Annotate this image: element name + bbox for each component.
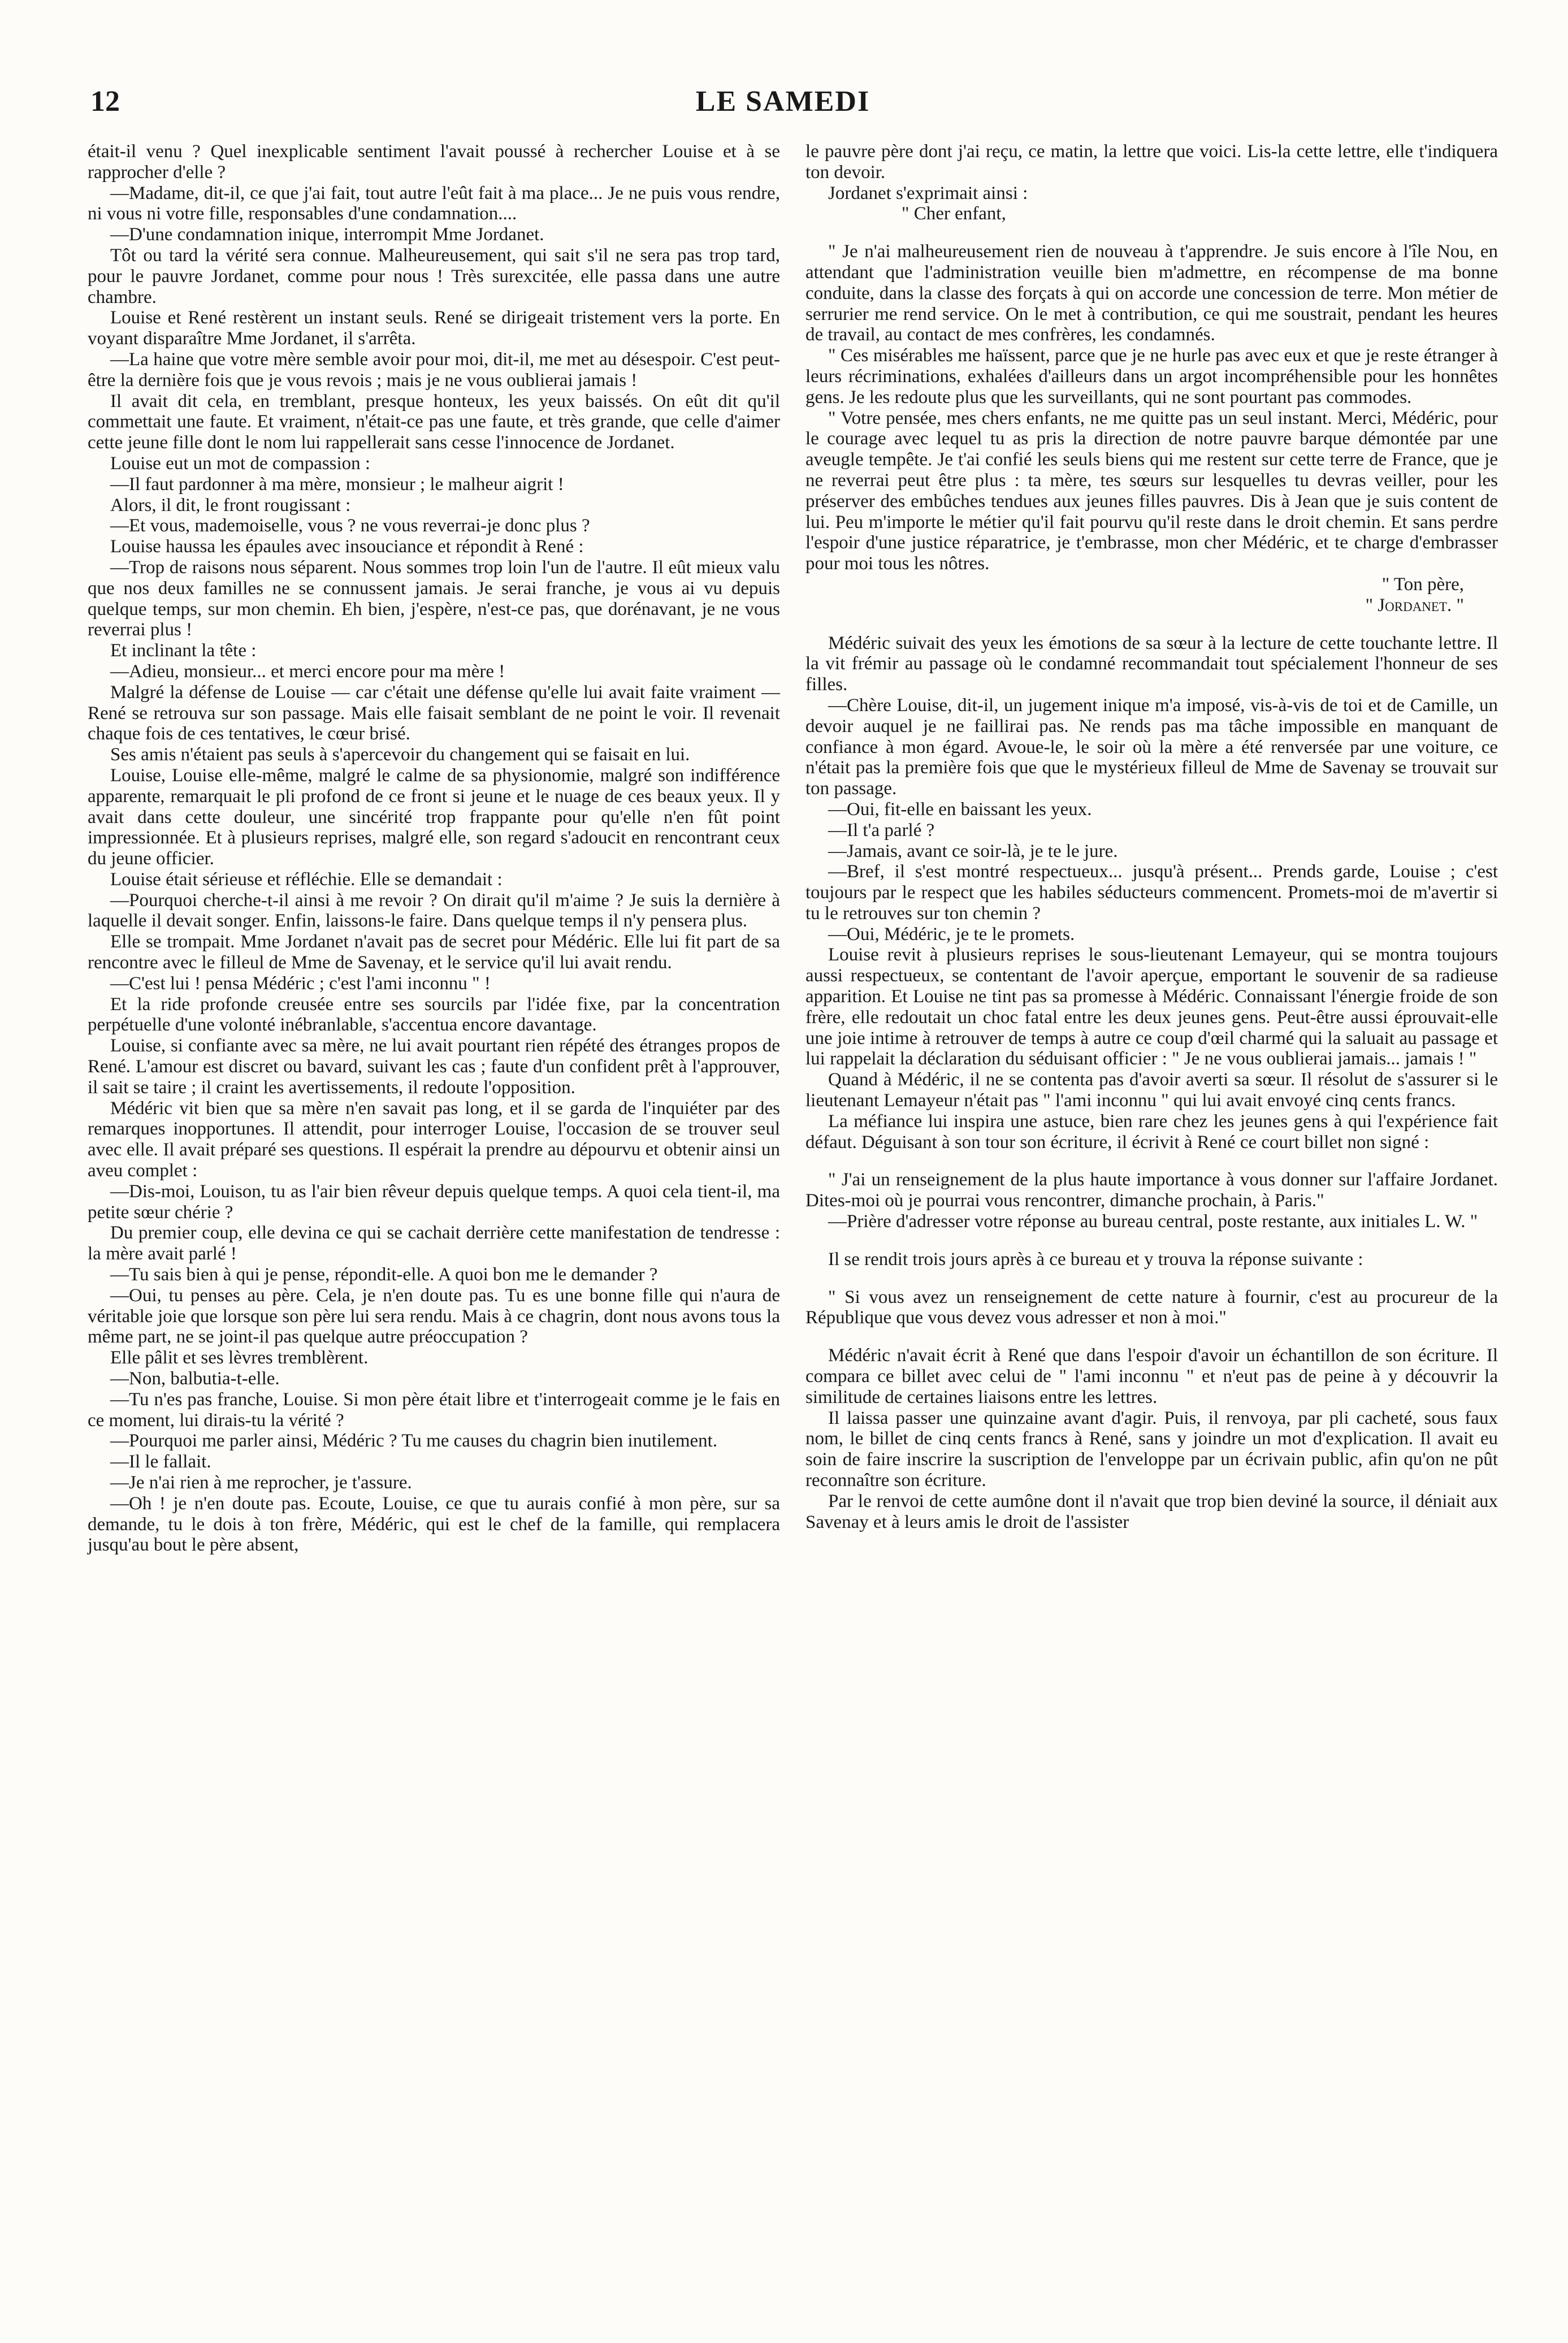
paragraph: Louise, si confiante avec sa mère, ne lui avait pourtant rien répété des étranges propos de René. L'amour est discret ou bavard, suivant les cas ; faute d'un confident prêt à l'approuver, il sait se taire ; il craint les avertissements, il redoute l'opposition. (88, 1036, 780, 1098)
paragraph: Et inclinant la tête : (110, 640, 257, 661)
paragraph: Elle pâlit et ses lèvres tremblèrent. (110, 1348, 369, 1368)
page-header (90, 85, 1475, 124)
paragraph: Louise et René restèrent un instant seuls. René se dirigeait tristement vers la porte. En voyant disparaître Mme Jordanet, il s'arrêta. (88, 308, 780, 349)
paragraph: Tôt ou tard la vérité sera connue. Malheureusement, qui sait s'il ne sera pas trop tard, pour le pauvre Jordanet, comme pour nous ! Très surexcitée, elle passa dans une autre chambre. (88, 245, 780, 308)
right-column (805, 141, 1498, 1532)
paragraph: —Oh ! je n'en doute pas. Ecoute, Louise, ce que tu aurais confié à mon père, sur sa demande, tu le dois à ton frère, Médéric, qui est le chef de la famille, qui remplacera jusqu'au bout le père absent, (88, 1493, 780, 1556)
paragraph: Et la ride profonde creusée entre ses sourcils par l'idée fixe, par la concentration perpétuelle d'une volonté inébranlable, s'accentua encore davantage. (88, 994, 780, 1036)
paragraph: Louise eut un mot de compassion : (110, 453, 371, 474)
letter-paragraph: " Ces misérables me haïssent, parce que je ne hurle pas avec eux et que je reste étranger à leurs récriminations, exhalées d'ailleurs dans un argot incompréhensible pour les honnêtes gens. Je les redoute plus que les surveillants, qui ne sont pourtant pas commodes. (805, 345, 1498, 408)
paragraph: —Trop de raisons nous séparent. Nous sommes trop loin l'un de l'autre. Il eût mieux valu que nos deux familles ne se connussent jamais. Je serai franche, je vous ai vu depuis quelque temps, sur mon chemin. Eh bien, j'espère, n'est-ce pas, que dorénavant, je ne vous reverrai plus ! (88, 557, 780, 640)
running-title: LE SAMEDI (695, 85, 870, 118)
paragraph: —Jamais, avant ce soir-là, je te le jure. (828, 841, 1118, 861)
paragraph: —Oui, tu penses au père. Cela, je n'en doute pas. Tu es une bonne fille qui n'aura de véritable joie que lorsque son père lui sera rendu. Mais à ce chagrin, dont nous avons tous la même part, ne se joint-il pas quelque autre préoccupation ? (88, 1285, 780, 1348)
quoted-note: " J'ai un renseignement de la plus haute importance à vous donner sur l'affaire Jordanet. Dites-moi où je pourrai vous rencontrer, dimanche prochain, à Paris." (805, 1170, 1498, 1211)
paragraph: Médéric n'avait écrit à René que dans l'espoir d'avoir un échantillon de son écriture. Il compara ce billet avec celui de " l'ami inconnu " et n'eut pas de peine à y découvrir la similitude de certaines liaisons entre les lettres. (805, 1345, 1498, 1407)
paragraph: était-il venu ? Quel inexplicable sentiment l'avait poussé à rechercher Louise et à se rapprocher d'elle ? (88, 141, 780, 183)
paragraph: Ses amis n'étaient pas seuls à s'apercevoir du changement qui se faisait en lui. (110, 744, 690, 765)
paragraph: —Il faut pardonner à ma mère, monsieur ; le malheur aigrit ! (110, 474, 564, 495)
paragraph: —D'une condamnation inique, interrompit Mme Jordanet. (110, 224, 544, 245)
paragraph: —Pourquoi me parler ainsi, Médéric ? Tu me causes du chagrin bien inutilement. (110, 1431, 718, 1452)
paragraph: —Je n'ai rien à me reprocher, je t'assure. (110, 1473, 412, 1493)
paragraph: —Il le fallait. (110, 1452, 211, 1473)
paragraph: Médéric suivait des yeux les émotions de sa sœur à la lecture de cette touchante lettre. Il la vit frémir au passage où le condamné recommandait tout spécialement l'honneur de ses filles. (805, 633, 1498, 695)
paragraph: —Chère Louise, dit-il, un jugement inique m'a imposé, vis-à-vis de toi et de Camille, un devoir auquel je ne faillirai pas. Ne rends pas ma tâche impossible en manquant de confiance à mon égard. Avoue-le, le soir où la mère a été renversée par une voiture, ce n'était pas la première fois que que le mystérieux filleul de Mme de Savenay se trouvait sur ton passage. (805, 695, 1498, 799)
letter-paragraph: " Je n'ai malheureusement rien de nouveau à t'apprendre. Je suis encore à l'île Nou, en attendant que l'administration veuille bien m'admettre, en récompense de ma bonne conduite, dans la classe des forçats à qui on accorde une concession de terre. Mon métier de serrurier me rend service. On le met à contribution, ce qui me soustrait, pendant les heures de travail, au contact de mes confrères, les condamnés. (805, 241, 1498, 345)
paragraph: —C'est lui ! pensa Médéric ; c'est l'ami inconnu " ! (110, 973, 491, 994)
paragraph: le pauvre père dont j'ai reçu, ce matin, la lettre que voici. Lis-la cette lettre, elle t'indiquera ton devoir. (805, 141, 1498, 183)
letter-paragraph: " Votre pensée, mes chers enfants, ne me quitte pas un seul instant. Merci, Médéric, pour le courage avec lequel tu as pris la direction de notre pauvre barque démontée par une aveugle tempête. Je t'ai confié les seuls biens qui me restent sur cette terre de France, que je ne reverrai peut être plus : ta mère, tes sœurs sur lesquelles tu devras veiller, pour les préserver des embûches tendues aux jeunes filles pauvres. Dis à Jean que je suis content de lui. Peu m'importe le métier qu'il fait pourvu qu'il reste dans le droit chemin. Et sans perdre l'espoir d'une justice réparatrice, je t'embrasse, mon cher Médéric, et te charge d'embrasser pour moi tous les nôtres. (805, 408, 1498, 574)
paragraph: Quand à Médéric, il ne se contenta pas d'avoir averti sa sœur. Il résolut de s'assurer si le lieutenant Lemayeur n'était pas " l'ami inconnu " qui lui avait envoyé cinq cents francs. (805, 1069, 1498, 1111)
paragraph: Du premier coup, elle devina ce qui se cachait derrière cette manifestation de tendresse : la mère avait parlé ! (88, 1223, 780, 1264)
letter-salutation: " Cher enfant, (902, 203, 1006, 224)
paragraph: —La haine que votre mère semble avoir pour moi, dit-il, me met au désespoir. C'est peut-être la dernière fois que je vous revois ; mais je ne vous oublierai jamais ! (88, 349, 780, 391)
paragraph: Il se rendit trois jours après à ce bureau et y trouva la réponse suivante : (828, 1249, 1363, 1270)
page-number: 12 (90, 85, 120, 118)
paragraph: Louise revit à plusieurs reprises le sous-lieutenant Lemayeur, qui se montra toujours aussi respectueux, se contentant de l'avoir aperçue, emportant le souvenir de sa radieuse apparition. Et Louise ne tint pas sa promesse à Médéric. Connaissant l'énergie froide de son frère, elle redoutait un choc fatal entre les deux jeunes gens. Peut-être aussi éprouvait-elle une joie intime à retrouver de temps à autre ce coup d'œil charmé qui la saluait au passage et lui rappelait la déclaration du séduisant officier : " Je ne vous oublierai jamais... jamais ! " (805, 945, 1498, 1069)
paragraph: —Oui, Médéric, je te le promets. (828, 924, 1075, 945)
paragraph: —Dis-moi, Louison, tu as l'air bien rêveur depuis quelque temps. A quoi cela tient-il, ma petite sœur chérie ? (88, 1181, 780, 1223)
paragraph: Malgré la défense de Louise — car c'était une défense qu'elle lui avait faite vraiment — René se retrouva sur son passage. Mais elle faisait semblant de ne point le voir. Il revenait chaque fois de ces tentatives, le cœur brisé. (88, 682, 780, 744)
paragraph: —Il t'a parlé ? (828, 820, 935, 841)
letter-closing: " Ton père, (1381, 574, 1464, 595)
paragraph: —Adieu, monsieur... et merci encore pour ma mère ! (110, 661, 505, 682)
paragraph: Louise était sérieuse et réfléchie. Elle se demandait : (110, 869, 503, 890)
paragraph: Il avait dit cela, en tremblant, presque honteux, les yeux baissés. On eût dit qu'il commettait une faute. Et vraiment, n'était-ce pas une faute, et très grande, que celle d'aimer cette jeune fille dont le nom lui rappellerait sans cesse l'innocence de Jordanet. (88, 391, 780, 453)
left-column (88, 141, 780, 1556)
paragraph: —Non, balbutia-t-elle. (110, 1368, 280, 1389)
quoted-note: —Prière d'adresser votre réponse au bureau central, poste restante, aux initiales L. W. " (828, 1211, 1478, 1232)
paragraph: Alors, il dit, le front rougissant : (110, 495, 351, 516)
paragraph: Louise haussa les épaules avec insouciance et répondit à René : (110, 536, 584, 557)
paragraph: —Bref, il s'est montré respectueux... jusqu'à présent... Prends garde, Louise ; c'est toujours par le respect que les habiles séducteurs commencent. Promets-moi de m'avertir si tu le retrouves sur ton chemin ? (805, 861, 1498, 924)
paragraph: Il laissa passer une quinzaine avant d'agir. Puis, il renvoya, par pli cacheté, sous faux nom, le billet de cinq cents francs à René, sans y joindre un mot d'explication. Il avait eu soin de faire inscrire la suscription de l'enveloppe par un écrivain public, afin qu'on ne pût reconnaître son écriture. (805, 1407, 1498, 1491)
paragraph: —Pourquoi cherche-t-il ainsi à me revoir ? On dirait qu'il m'aime ? Je suis la dernière à laquelle il devait songer. Enfin, laissons-le faire. Dans quelque temps il n'y pensera plus. (88, 890, 780, 932)
quoted-reply: " Si vous avez un renseignement de cette nature à fournir, c'est au procureur de la République que vous devez vous adresser et non à moi." (805, 1287, 1498, 1328)
paragraph: Louise, Louise elle-même, malgré le calme de sa physionomie, malgré son indifférence apparente, remarquait le pli profond de ce front si jeune et le nuage de ces beaux yeux. Il y avait dans cette douleur, une sincérité trop frappante pour qu'elle n'en fût point impressionnée. Et à plusieurs reprises, malgré elle, son regard s'adoucit en rencontrant ceux du jeune officier. (88, 765, 780, 869)
paragraph: —Madame, dit-il, ce que j'ai fait, tout autre l'eût fait à ma place... Je ne puis vous rendre, ni vous ni votre fille, responsables d'une condamnation.... (88, 183, 780, 224)
paragraph: Jordanet s'exprimait ainsi : (828, 183, 1028, 203)
paragraph: —Oui, fit-elle en baissant les yeux. (828, 799, 1092, 820)
letter-signature: " Jordanet. " (1365, 595, 1464, 616)
paragraph: Par le renvoi de cette aumône dont il n'avait que trop bien deviné la source, il déniait aux Savenay et à leurs amis le droit de l'assister (805, 1491, 1498, 1532)
paragraph: La méfiance lui inspira une astuce, bien rare chez les jeunes gens à qui l'expérience fait défaut. Déguisant à son tour son écriture, il écrivit à René ce court billet non signé : (805, 1111, 1498, 1153)
paragraph: —Et vous, mademoiselle, vous ? ne vous reverrai-je donc plus ? (110, 516, 590, 536)
paragraph: —Tu n'es pas franche, Louise. Si mon père était libre et t'interrogeait comme je le fais en ce moment, lui dirais-tu la vérité ? (88, 1389, 780, 1431)
paragraph: —Tu sais bien à qui je pense, répondit-elle. A quoi bon me le demander ? (110, 1264, 658, 1285)
paragraph: Elle se trompait. Mme Jordanet n'avait pas de secret pour Médéric. Elle lui fit part de sa rencontre avec le filleul de Mme de Savenay, et le service qu'il lui avait rendu. (88, 932, 780, 973)
paragraph: Médéric vit bien que sa mère n'en savait pas long, et il se garda de l'inquiéter par des remarques inopportunes. Il attendit, pour interroger Louise, l'occasion de se trouver seul avec elle. Il avait préparé ses questions. Il espérait la prendre au dépourvu et obtenir ainsi un aveu complet : (88, 1098, 780, 1181)
